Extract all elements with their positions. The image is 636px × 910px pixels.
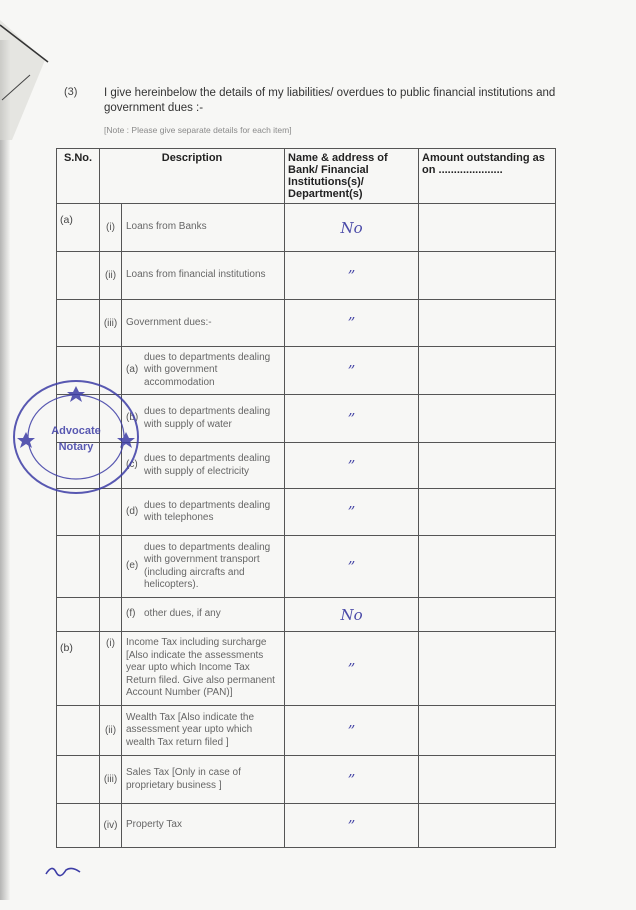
row-sub-number: (iii) <box>100 300 122 347</box>
row-handwritten-entry: ” <box>285 756 419 804</box>
row-sno <box>57 756 100 804</box>
row-item-label: (c) <box>126 459 138 471</box>
row-sno <box>57 804 100 848</box>
row-handwritten-entry: No <box>285 598 419 632</box>
row-amount-cell <box>419 204 556 252</box>
row-sub-number: (ii) <box>100 252 122 300</box>
row-handwritten-entry: ” <box>285 443 419 489</box>
intro-text: I give hereinbelow the details of my liabilities/ overdues to public financial institutions and government dues :- <box>104 87 556 114</box>
row-handwritten-entry: ” <box>285 804 419 848</box>
row-handwritten-entry: ” <box>285 489 419 536</box>
row-amount-cell <box>419 489 556 536</box>
row-sub-number: (ii) <box>100 706 122 756</box>
header-amount: Amount outstanding as on ..................... <box>419 149 556 204</box>
row-amount-cell <box>419 632 556 706</box>
row-description <box>122 536 285 598</box>
row-handwritten-entry: ” <box>285 300 419 347</box>
row-item-label: (d) <box>126 505 139 517</box>
row-amount-cell <box>419 706 556 756</box>
table-row <box>57 300 556 347</box>
row-handwritten-entry: ” <box>285 632 419 706</box>
row-description-text: dues to departments dealing with government transport (including aircrafts and helicopters). <box>144 541 271 590</box>
row-item-label: (e) <box>126 560 139 572</box>
folded-corner-mark <box>0 0 70 140</box>
row-sno <box>57 300 100 347</box>
row-sub-number <box>100 536 122 598</box>
header-name-address: Name & address of Bank/ Financial Institutions(s)/ Department(s) <box>285 149 419 204</box>
note-text: [Note : Please give separate details for each item] <box>104 125 292 135</box>
table-row <box>57 632 556 706</box>
row-sub-number: (i) <box>100 204 122 252</box>
row-handwritten-entry: No <box>285 204 419 252</box>
row-sub-number <box>100 598 122 632</box>
table-row <box>57 598 556 632</box>
row-amount-cell <box>419 804 556 848</box>
row-description-text: dues to departments dealing with government accommodation <box>144 351 271 388</box>
header-description: Description <box>100 149 285 204</box>
table-header-row <box>57 149 556 204</box>
row-amount-cell <box>419 443 556 489</box>
table-row <box>57 252 556 300</box>
row-sno <box>57 706 100 756</box>
row-handwritten-entry: ” <box>285 395 419 443</box>
row-description: Property Tax <box>122 804 285 848</box>
row-sno: (a) <box>57 204 100 252</box>
row-description: Wealth Tax [Also indicate the assessment year upto which wealth Tax return filed ] <box>122 706 285 756</box>
table-row <box>57 204 556 252</box>
row-amount-cell <box>419 598 556 632</box>
row-amount-cell <box>419 252 556 300</box>
item-number: (3) <box>64 86 78 98</box>
notary-stamp <box>6 372 146 502</box>
row-amount-cell <box>419 347 556 395</box>
row-sno <box>57 536 100 598</box>
row-handwritten-entry: ” <box>285 347 419 395</box>
row-amount-cell <box>419 536 556 598</box>
row-handwritten-entry: ” <box>285 706 419 756</box>
row-description: Loans from Banks <box>122 204 285 252</box>
row-item-label: (f) <box>126 608 136 620</box>
initials-signature <box>44 860 84 880</box>
stamp-text-line2: Notary <box>58 441 94 453</box>
row-sno <box>57 252 100 300</box>
row-description-text: dues to departments dealing with telephones <box>144 499 271 523</box>
row-handwritten-entry: ” <box>285 252 419 300</box>
row-sno <box>57 598 100 632</box>
row-description: Government dues:- <box>122 300 285 347</box>
table-row <box>57 706 556 756</box>
row-description-text: dues to departments dealing with supply of water <box>144 406 271 430</box>
row-amount-cell <box>419 395 556 443</box>
row-description: Loans from financial institutions <box>122 252 285 300</box>
row-sub-number: (iv) <box>100 804 122 848</box>
row-sno: (b) <box>57 632 100 706</box>
row-description: Sales Tax [Only in case of proprietary business ] <box>122 756 285 804</box>
table-row <box>57 804 556 848</box>
header-sno: S.No. <box>57 149 100 204</box>
row-sub-number: (iii) <box>100 756 122 804</box>
row-item-label: (a) <box>126 364 139 376</box>
row-sub-number: (i) <box>100 632 122 706</box>
row-description-text: dues to departments dealing with supply of electricity <box>144 453 271 477</box>
row-description: Income Tax including surcharge [Also indicate the assessments year upto which Income Tax Return filed. Give also permanent Account Number (PAN)] <box>122 632 285 706</box>
row-description-text: other dues, if any <box>144 608 221 620</box>
row-description <box>122 598 285 632</box>
row-amount-cell <box>419 300 556 347</box>
table-row <box>57 536 556 598</box>
row-handwritten-entry: ” <box>285 536 419 598</box>
row-item-label: (b) <box>126 412 139 424</box>
row-amount-cell <box>419 756 556 804</box>
stamp-text-line1: Advocate <box>51 425 101 437</box>
table-row <box>57 756 556 804</box>
